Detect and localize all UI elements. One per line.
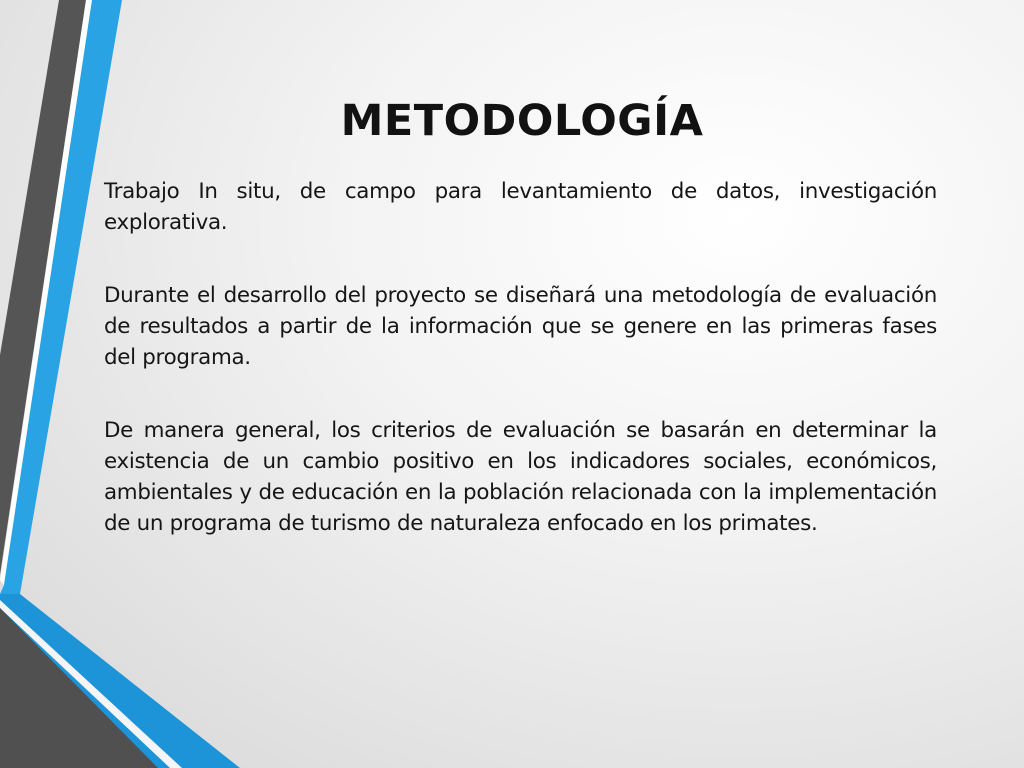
slide-title: METODOLOGÍA — [340, 96, 704, 146]
paragraph-criterios: De manera general, los criterios de evaluación se basarán en determinar la existencia de un cambio positivo en los indicadores sociales, económicos, ambientales y de educación en la población relacionada con la implementación de un programa de turismo de naturaleza enfocado en los primates. — [104, 418, 937, 536]
slide-body — [104, 176, 937, 581]
paragraph-trabajo: Trabajo In situ, de campo para levantamiento de datos, investigación explorativa. — [104, 179, 937, 235]
decor-stripe-gray — [0, 0, 86, 575]
paragraph-durante: Durante el desarrollo del proyecto se diseñará una metodología de evaluación de resultados a partir de la información que se genere en las primeras fases del programa. — [104, 283, 937, 370]
